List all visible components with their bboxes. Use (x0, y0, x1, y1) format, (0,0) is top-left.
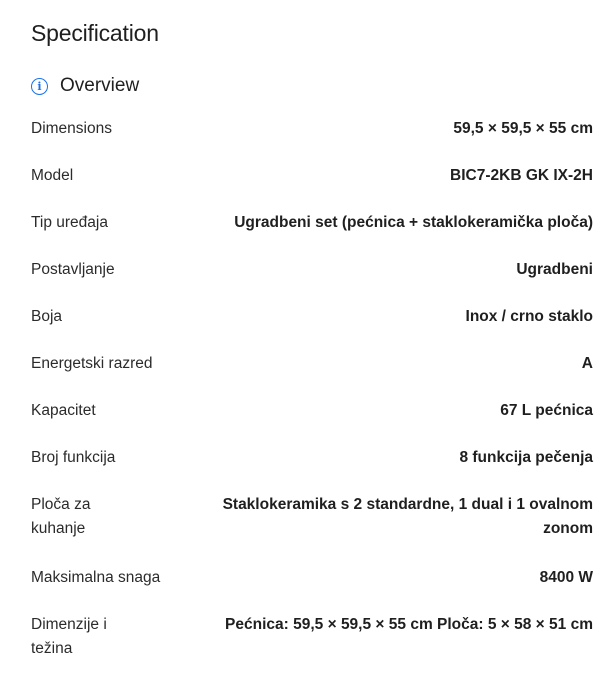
spec-value: BIC7-2KB GK IX-2H (450, 167, 593, 184)
spec-row-energy-class (31, 352, 593, 399)
spec-key: Energetski razred (31, 355, 153, 372)
spec-key: Broj funkcija (31, 449, 116, 466)
spec-row-dimensions-weight (31, 613, 593, 686)
spec-list (31, 117, 593, 686)
spec-row-dimensions (31, 117, 593, 164)
spec-value: 8 funkcija pečenja (459, 449, 593, 466)
spec-value: 67 L pećnica (500, 402, 593, 419)
spec-key: Maksimalna snaga (31, 569, 161, 586)
page-title: Specification (31, 20, 159, 46)
spec-row-installation (31, 258, 593, 305)
spec-value: Pećnica: 59,5 × 59,5 × 55 cm Ploča: 5 × 58 × 51 cm (225, 616, 593, 633)
spec-value: 8400 W (539, 569, 593, 586)
spec-key: Dimensions (31, 120, 112, 137)
spec-value: A (581, 355, 593, 372)
spec-value: Inox / crno staklo (465, 308, 593, 325)
spec-row-capacity (31, 399, 593, 446)
spec-value: Ugradbeni set (pećnica + staklokeramička ploča) (234, 214, 593, 231)
spec-key: Model (31, 167, 74, 184)
section-header-overview[interactable] (31, 66, 593, 106)
spec-key: Tip uređaja (31, 214, 108, 231)
spec-key: Ploča za kuhanje (31, 496, 91, 537)
spec-value: Staklokeramika s 2 standardne, 1 dual i 1 ovalnom zonom (222, 496, 593, 537)
spec-value: Ugradbeni (516, 261, 593, 278)
spec-row-max-power (31, 566, 593, 613)
spec-row-device-type (31, 211, 593, 258)
spec-key: Kapacitet (31, 402, 96, 419)
spec-key: Dimenzije i težina (31, 616, 107, 657)
section-label: Overview (60, 75, 140, 96)
spec-key: Postavljanje (31, 261, 115, 278)
spec-row-functions (31, 446, 593, 493)
spec-row-hob (31, 493, 593, 566)
spec-row-model (31, 164, 593, 211)
spec-row-color (31, 305, 593, 352)
spec-value: 59,5 × 59,5 × 55 cm (453, 120, 593, 137)
spec-key: Boja (31, 308, 63, 325)
info-icon: i (31, 78, 48, 95)
